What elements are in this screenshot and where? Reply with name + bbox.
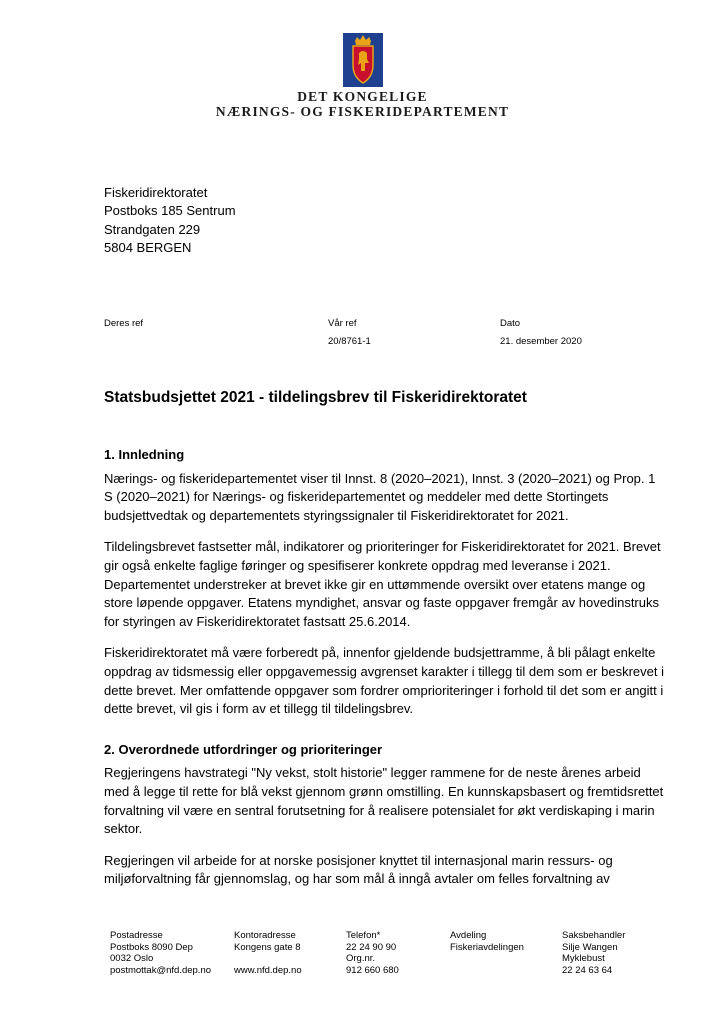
department-line-1: DET KONGELIGE xyxy=(297,89,428,104)
dato-label: Dato xyxy=(500,318,521,329)
recipient-line: Postboks 185 Sentrum xyxy=(104,203,236,219)
footer-text: Saksbehandler xyxy=(562,930,626,941)
footer-text: 0032 Oslo xyxy=(110,953,154,965)
paragraph: Tildelingsbrevet fastsetter mål, indikatorer og prioriteringer for Fiskeridirektoratet for 2021. Brevet gir også enkelte faglige føringer og spesifiserer konkrete oppdrag med leveranse i 2021. Departementet understreker at brevet ikke gir en uttømmende oversikt over etatens mange og store løpende oppgaver. Etatens myndighet, ansvar og faste oppgaver fremgår av hovedinstruks for styringen av Fiskeridirektoratet fastsatt 25.6.2014. xyxy=(104,539,661,629)
footer-text: 22 24 90 90 xyxy=(346,941,397,953)
footer-kontoradresse xyxy=(234,930,302,976)
footer-telefon xyxy=(346,930,399,976)
footer-text: Postadresse xyxy=(110,930,163,941)
footer-avdeling xyxy=(450,930,524,953)
paragraph: Regjeringens havstrategi "Ny vekst, stolt historie" legger rammene for de neste årenes arbeid med å legge til rette for blå vekst gjennom grønn omstilling. En kunnskapsbasert og fremtidsrettet forvaltning vil være en sentral forutsetning for å realisere potensialet for økt verdiskaping i marin sektor. xyxy=(104,765,664,837)
footer-text: Kongens gate 8 xyxy=(234,941,301,953)
letterhead-logo xyxy=(0,33,725,87)
department-line-2: NÆRINGS- OG FISKERIDEPARTEMENT xyxy=(215,104,510,119)
footer-text: postmottak@nfd.dep.no xyxy=(110,964,212,976)
deres-ref-label: Deres ref xyxy=(104,318,144,329)
section-heading: 1. Innledning xyxy=(104,447,185,462)
recipient-line: 5804 BERGEN xyxy=(104,239,192,255)
footer-text: Silje Wangen xyxy=(562,941,618,953)
paragraph: Regjeringen vil arbeide for at norske posisjoner knyttet til internasjonal marin ressurs- og miljøforvaltning får gjennomslag, og har som mål å inngå avtaler om felles forvaltning av xyxy=(104,852,613,887)
dato-value: 21. desember 2020 xyxy=(500,336,582,347)
footer-postadresse xyxy=(110,930,211,976)
footer-text: Fiskeriavdelingen xyxy=(450,941,524,953)
recipient-line: Strandgaten 229 xyxy=(104,221,201,237)
footer-text: Org.nr. xyxy=(346,953,376,965)
footer-saksbehandler xyxy=(562,930,625,976)
var-ref-label: Vår ref xyxy=(328,318,357,329)
paragraph: Nærings- og fiskeridepartementet viser til Innst. 8 (2020–2021), Innst. 3 (2020–2021) og Prop. 1 S (2020–2021) for Nærings- og fiskeridepartementet og meddeler med dette Stortingets budsjettvedtak og departementets styringssignaler til Fiskeridirektoratet for 2021. xyxy=(104,470,656,523)
dato xyxy=(500,318,582,347)
letter-body xyxy=(104,446,664,902)
footer-text: Myklebust xyxy=(562,953,605,965)
letter-title: Statsbudsjettet 2021 - tildelingsbrev til Fiskeridirektoratet xyxy=(104,389,527,406)
footer-text: Postboks 8090 Dep xyxy=(110,941,193,953)
page-footer xyxy=(110,930,670,980)
recipient-address xyxy=(104,184,236,257)
var-ref-value: 20/8761-1 xyxy=(328,336,371,347)
coat-of-arms-icon xyxy=(343,33,383,87)
reference-block xyxy=(104,318,664,354)
footer-text: www.nfd.dep.no xyxy=(234,964,302,976)
section-heading: 2. Overordnede utfordringer og prioriteringer xyxy=(104,741,383,757)
footer-text: 22 24 63 64 xyxy=(562,964,613,976)
deres-ref xyxy=(104,318,143,336)
footer-text xyxy=(234,953,302,965)
footer-text: Avdeling xyxy=(450,930,487,941)
paragraph: Fiskeridirektoratet må være forberedt på, innenfor gjeldende budsjettramme, å bli pålagt enkelte oppdrag av tidsmessig eller oppgavemessig avgrenset karakter i tillegg til dem som er beskrevet i dette brevet. Mer omfattende oppgaver som fordrer omprioriteringer i forhold til det som er angitt i dette brevet, vil gis i form av et tillegg til tildelingsbrev. xyxy=(104,645,664,717)
footer-text: Telefon* xyxy=(346,930,381,941)
var-ref xyxy=(328,318,371,347)
footer-text: 912 660 680 xyxy=(346,964,399,976)
footer-text: Kontoradresse xyxy=(234,930,296,941)
recipient-line: Fiskeridirektoratet xyxy=(104,185,208,200)
